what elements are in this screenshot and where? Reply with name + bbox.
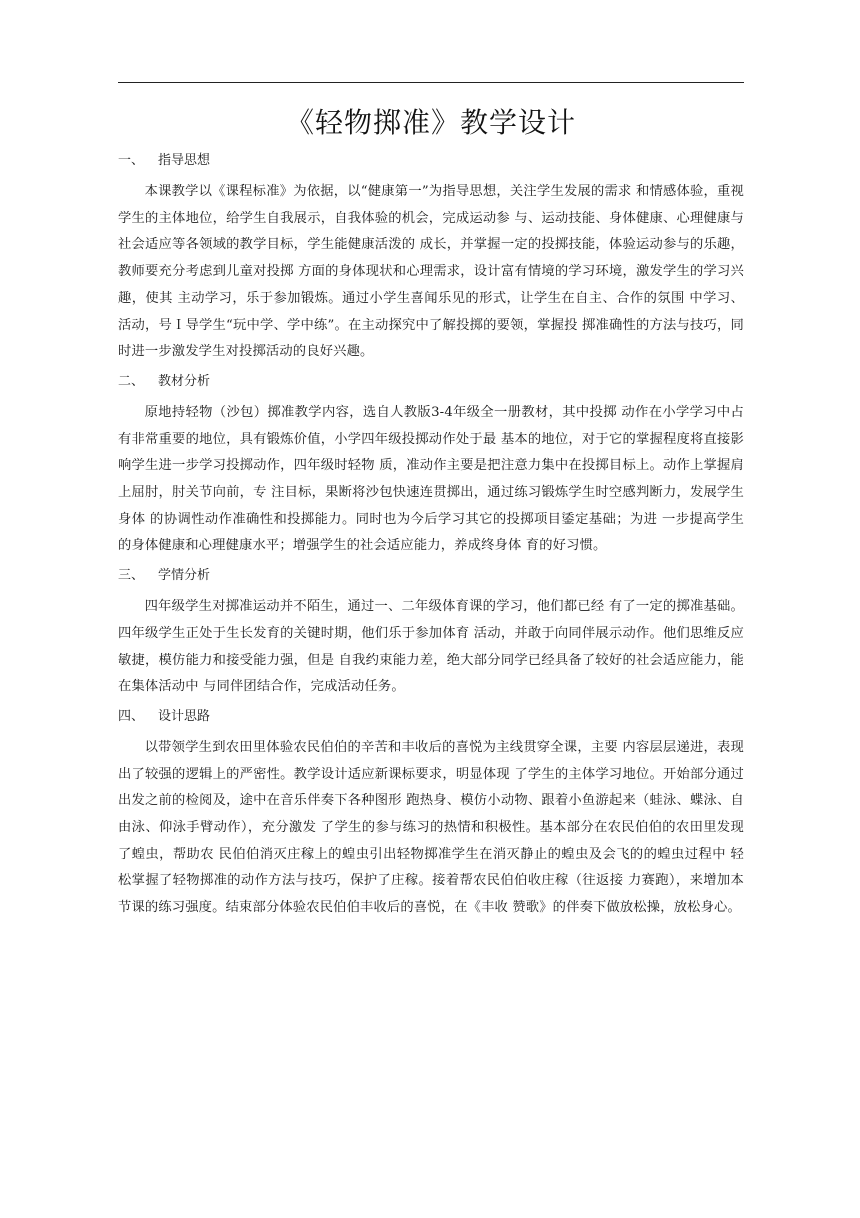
section-heading-text: 学情分析 [158,568,211,584]
section-design-approach [118,707,744,922]
section-paragraph: 原地持轻物（沙包）掷准教学内容，选自人教版3-4年级全一册教材，其中投掷 动作在小学学习中占有非常重要的地位，具有锻炼价值，小学四年级投掷动作处于最 基本的地位，对于它的掌握程度将直接影响学生进一步学习投掷动作，四年级时轻物 质，准动作主要是把注意力集中在投掷目标上。动作上掌握肩上屈肘，肘关节向前，专 注目标，果断将沙包快速连贯掷出，通过练习锻炼学生时空感判断力，发展学生身体 的协调性动作准确性和投掷能力。同时也为今后学习其它的投掷项目鋈定基础；为进 一步提高学生的身体健康和心理健康水平；增强学生的社会适应能力，养成终身体 育的好习惯。 [118,404,744,554]
section-heading-text: 教材分析 [158,373,211,389]
section-paragraph: 以带领学生到农田里体验农民伯伯的辛苦和丰收后的喜悦为主线贯穿全课，主要 内容层层递进，表现出了较强的逻辑上的严密性。教学设计适应新课标要求，明显体现 了学生的主体学习地位。开始部分通过出发之前的检阅及，途中在音乐伴奏下各种图形 跑热身、模仿小动物、跟着小鱼游起来（蛙泳、蝶泳、自由泳、仰泳手臂动作），充分激发 了学生的参与练习的热情和积极性。基本部分在农民伯伯的农田里发现了蝗虫，帮助农 民伯伯消灭庄稼上的蝗虫引出轻物掷准学生在消灭静止的蝗虫及会飞的的蝗虫过程中 轻松掌握了轻物掷准的动作方法与技巧，保护了庄稼。接着帮农民伯伯收庄稼（往返接 力赛跑），来增加本节课的练习强度。结束部分体验农民伯伯丰收后的喜悦，在《丰收 赞歌》的伴奏下做放松操，放松身心。 [118,739,744,916]
section-guiding-ideology [118,151,744,366]
section-heading-text: 指导思想 [158,153,211,168]
section-student-analysis [118,566,744,701]
section-paragraph: 本课教学以《课程标准》为依据，以“健康第一”为指导思想，关注学生发展的需求 和情感体验，重视学生的主体地位，给学生自我展示，自我体验的机会，完成运动参 与、运动技能、身体健康、心理健康与社会适应等各领域的教学目标，学生能健康活泼的 成长，并掌握一定的投掷技能，体验运动参与的乐趣，教师要充分考虑到儿童对投掷 方面的身体现状和心理需求，设计富有情境的学习环境，激发学生的学习兴趣，使其 主动学习，乐于参加锻炼。通过小学生喜闻乐见的形式，让学生在自主、合作的氛围 中学习、活动，号Ｉ导学生“玩中学、学中练”。在主动探究中了解投掷的要领，掌握投 掷准确性的方法与技巧，同时进一步激发学生对投掷活动的良好兴趣。 [118,184,744,360]
section-heading-text: 设计思路 [158,708,211,724]
section-heading [118,372,744,392]
section-heading [118,707,744,727]
section-number: 四、 [118,708,145,724]
header-rule [118,82,744,83]
section-number: 一、 [118,153,145,168]
section-heading [118,151,744,171]
section-number: 二、 [118,373,145,389]
section-number: 三、 [118,568,145,584]
document-body [118,151,744,928]
section-heading [118,566,744,586]
document-title: 《轻物掷准》教学设计 [285,106,576,139]
section-material-analysis [118,372,744,560]
section-paragraph: 四年级学生对掷准运动并不陌生，通过一、二年级体育课的学习，他们都已经 有了一定的掷准基础。四年级学生正处于生长发育的关键时期，他们乐于参加体育 活动，并敢于向同伴展示动作。他们思维反应敏捷，模仿能力和接受能力强，但是 自我约束能力差，绝大部分同学已经具备了较好的社会适应能力，能在集体活动中 与同伴团结合作，完成活动任务。 [118,599,744,695]
